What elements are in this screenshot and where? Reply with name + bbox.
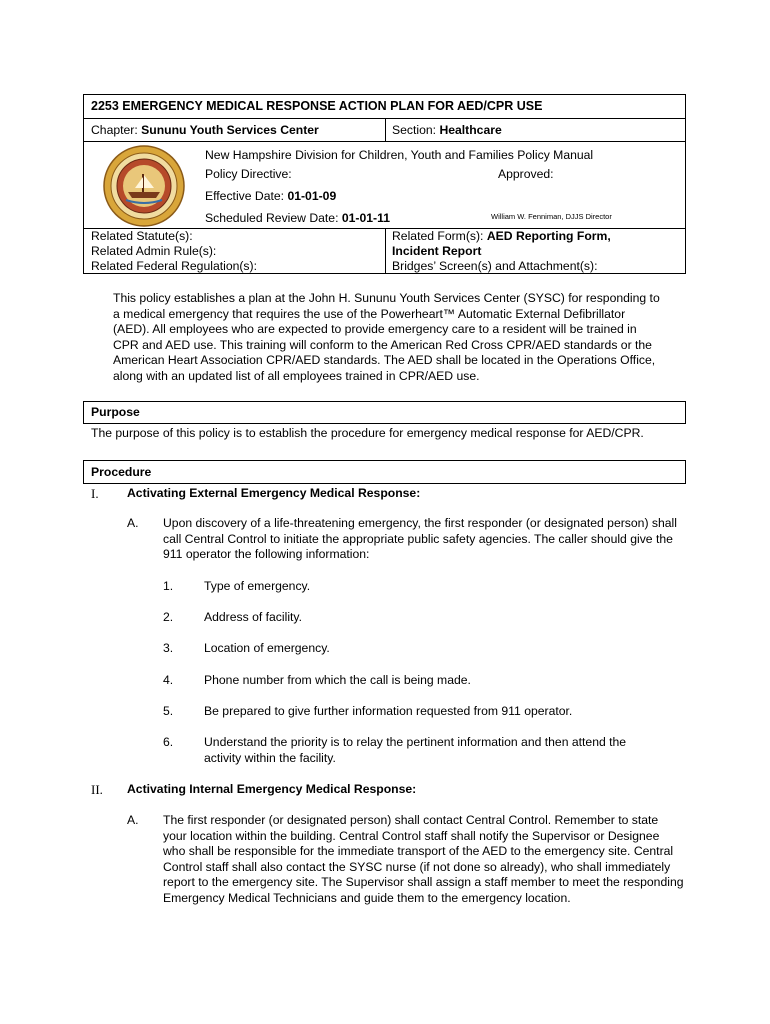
list-item-text: Phone number from which the call is being made. bbox=[204, 673, 471, 687]
purpose-heading-box bbox=[83, 401, 686, 424]
intro-paragraph: This policy establishes a plan at the John H. Sununu Youth Services Center (SYSC) for responding to a medical emergency that requires the use of the Powerheart™ Automatic External Defibrillator (AED). All employees who are expected to provide emergency care to a resident will be trained in CPR and AED use. This training will conform to the American Red Cross CPR/AED standards or the American Heart Association CPR/AED standards. The AED shall be located in the Operations Office, along with an updated list of all employees trained in CPR/AED use. bbox=[113, 291, 660, 383]
signer-name: William W. Fenniman, DJJS Director bbox=[491, 212, 612, 221]
a2-letter: A. bbox=[127, 813, 139, 827]
manual-line: New Hampshire Division for Children, Youth and Families Policy Manual bbox=[205, 148, 594, 162]
section-line bbox=[392, 123, 502, 138]
procedure-heading-box bbox=[83, 460, 686, 484]
list-item-number: 2. bbox=[163, 610, 174, 624]
section1-number: I. bbox=[91, 486, 99, 501]
forms-label: Related Form(s): bbox=[392, 229, 484, 243]
a2-text: The first responder (or designated person) shall contact Central Control. Remember to state your location within the building. Central Control staff shall notify the Supervisor or Designee who shall be responsible for the immediate transport of the AED to the emergency site. Central Control staff shall also contact the SYSC nurse (if not done so already), who shall immediately report to the emergency site. The Supervisor shall assign a staff member to meet the responding Emergency Medical Technicians and guide them to the emergency location. bbox=[163, 813, 684, 905]
list-item-text: Understand the priority is to relay the pertinent information and then attend the activity within the facility. bbox=[204, 735, 627, 765]
procedure-heading: Procedure bbox=[91, 465, 152, 479]
chapter-label: Chapter: bbox=[91, 123, 138, 137]
section-label: Section: bbox=[392, 123, 437, 137]
related-admin-rules: Related Admin Rule(s): bbox=[91, 244, 217, 258]
policy-directive: Policy Directive: bbox=[205, 167, 292, 181]
review-value: 01-01-11 bbox=[341, 211, 390, 225]
effective-date bbox=[205, 189, 336, 204]
review-date bbox=[205, 211, 390, 226]
list-item-text: Be prepared to give further information requested from 911 operator. bbox=[204, 704, 573, 718]
list-item-number: 4. bbox=[163, 673, 174, 687]
chapter-line bbox=[91, 123, 319, 138]
related-statutes: Related Statute(s): bbox=[91, 229, 193, 243]
effective-value: 01-01-09 bbox=[287, 189, 337, 203]
review-label: Scheduled Review Date: bbox=[205, 211, 339, 225]
header-vdivider-top bbox=[385, 118, 386, 141]
chapter-value: Sununu Youth Services Center bbox=[141, 123, 319, 137]
header-vdivider-bottom bbox=[385, 228, 386, 274]
section2-title: Activating Internal Emergency Medical Response: bbox=[127, 782, 417, 796]
section-value: Healthcare bbox=[439, 123, 502, 137]
approved-label: Approved: bbox=[498, 167, 554, 181]
list-item-number: 5. bbox=[163, 704, 174, 718]
state-seal bbox=[102, 144, 186, 228]
header-divider-2 bbox=[83, 141, 686, 142]
section1-title: Activating External Emergency Medical Response: bbox=[127, 486, 421, 500]
document-title: 2253 EMERGENCY MEDICAL RESPONSE ACTION PLAN FOR AED/CPR USE bbox=[91, 99, 543, 113]
list-item-number: 6. bbox=[163, 735, 174, 749]
a1-text: Upon discovery of a life-threatening emergency, the first responder (or designated person) shall call Central Control to initiate the appropriate public safety agencies. The caller should give the 911 operator the following information: bbox=[163, 516, 677, 562]
forms-value-1: AED Reporting Form, bbox=[486, 229, 611, 243]
section2-number: II. bbox=[91, 782, 103, 797]
related-forms bbox=[392, 229, 611, 244]
purpose-text: The purpose of this policy is to establish the procedure for emergency medical response for AED/CPR. bbox=[91, 426, 644, 440]
related-federal-regs: Related Federal Regulation(s): bbox=[91, 259, 257, 273]
list-item-number: 3. bbox=[163, 641, 174, 655]
a1-letter: A. bbox=[127, 516, 139, 530]
forms-value-2: Incident Report bbox=[392, 244, 482, 258]
effective-label: Effective Date: bbox=[205, 189, 285, 203]
list-item-number: 1. bbox=[163, 579, 174, 593]
list-item-text: Type of emergency. bbox=[204, 579, 311, 593]
list-item-text: Location of emergency. bbox=[204, 641, 330, 655]
bridges-line: Bridges’ Screen(s) and Attachment(s): bbox=[392, 259, 598, 273]
list-item-text: Address of facility. bbox=[204, 610, 302, 624]
purpose-heading: Purpose bbox=[91, 405, 140, 419]
